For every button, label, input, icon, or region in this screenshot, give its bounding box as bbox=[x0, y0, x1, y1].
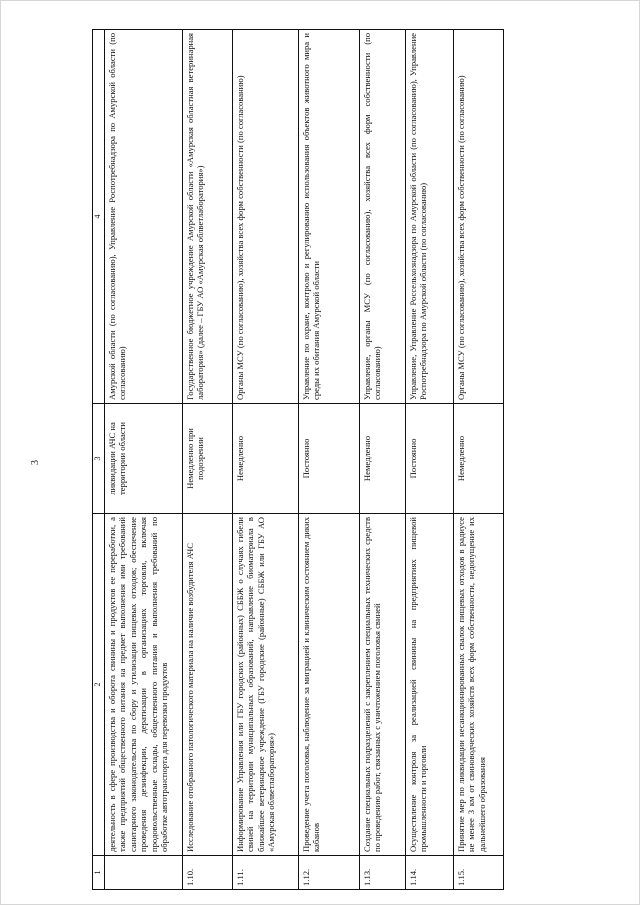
header-cell-1: 1 bbox=[93, 856, 105, 890]
row-number: 1.14. bbox=[405, 856, 453, 890]
executors-cell: Государственное бюджетное учреждение Амурской области «Амурская областная ветеринарная лаборатория» (далее – ГБУ АО «Амурская облветлаборатория») bbox=[182, 30, 232, 404]
measure-cell: Исследование отобранного патологического материала на наличие возбудителя АЧС bbox=[182, 514, 232, 856]
header-cell-3: 3 bbox=[93, 404, 105, 514]
row-number: 1.15. bbox=[453, 856, 503, 890]
executors-cell: Органы МСУ (по согласованию), хозяйства всех форм собственности (по согласованию) bbox=[453, 30, 503, 404]
row-number bbox=[104, 856, 182, 890]
measure-cell: Проведение учета поголовья, наблюдение за миграцией и клиническим состоянием диких кабанов bbox=[298, 514, 359, 856]
executors-cell: Управление, органы МСУ (по согласованию), хозяйства всех форм собственности (по согласованию) bbox=[359, 30, 405, 404]
table-row bbox=[298, 30, 359, 890]
deadline-cell: Немедленно bbox=[359, 404, 405, 514]
executors-cell: Органы МСУ (по согласованию), хозяйства всех форм собственности (по согласованию) bbox=[232, 30, 298, 404]
deadline-cell: Немедленно bbox=[453, 404, 503, 514]
row-number: 1.11. bbox=[232, 856, 298, 890]
table-row bbox=[405, 30, 453, 890]
header-cell-2: 2 bbox=[93, 514, 105, 856]
header-row bbox=[93, 30, 105, 890]
row-number: 1.12. bbox=[298, 856, 359, 890]
executors-cell: Управление по охране, контролю и регулированию использования объектов животного мира и среды их обитания Амурской области bbox=[298, 30, 359, 404]
table-row bbox=[359, 30, 405, 890]
executors-cell: Управление, Управление Россельхознадзора по Амурской области (по согласованию), Управление Роспотребнадзора по Амурской области (по согласованию) bbox=[405, 30, 453, 404]
rotated-page-content bbox=[92, 30, 567, 890]
deadline-cell: Немедленно при подозрении bbox=[182, 404, 232, 514]
deadline-cell: Постоянно bbox=[298, 404, 359, 514]
table-row bbox=[182, 30, 232, 890]
table-row bbox=[232, 30, 298, 890]
deadline-cell: Немедленно bbox=[232, 404, 298, 514]
row-number: 1.13. bbox=[359, 856, 405, 890]
measures-table bbox=[92, 29, 504, 890]
measure-cell: Принятие мер по ликвидации несанкционированных свалок пищевых отходов в радиусе не менее 3 км от свиноводческих хозяйств всех форм собственности, недопущение их дальнейшего образования bbox=[453, 514, 503, 856]
table-row bbox=[453, 30, 503, 890]
row-number: 1.10. bbox=[182, 856, 232, 890]
measure-cell: Создание специальных подразделений с закреплением специальных технических средств по проведению работ, связанных с уничтожением поголовья свиней bbox=[359, 514, 405, 856]
deadline-cell: Постоянно bbox=[405, 404, 453, 514]
measure-cell: Информирование Управления или ГБУ городских (районных) СББЖ о случаях гибели свиней на территории муниципальных образований, направление биоматериала в ближайшее ветеринарное учреждение (ГБУ городские (районные) СББЖ или ГБУ АО «Амурская облветлаборатория») bbox=[232, 514, 298, 856]
measure-cell: Осуществление контроля за реализацией свинины на предприятиях пищевой промышленности и торговли bbox=[405, 514, 453, 856]
page-number: 3 bbox=[30, 460, 41, 465]
executors-cell: Амурской области (по согласованию), Управление Роспотребнадзора по Амурской области (по согласованию) bbox=[104, 30, 182, 404]
header-cell-4: 4 bbox=[93, 30, 105, 404]
measure-cell: деятельность в сфере производства и оборота свинины и продуктов ее переработки, а также предприятий общественного питания на предмет выполнения ими требований санитарного законодательства по сбору и утилизации пищевых отходов; обеспечение проведения дезинфекции, дератизации в организациях торговли, включая продовольственные склады, общественного питания и выполнения требований по обработке автотранспорта для перевозки продуктов bbox=[104, 514, 182, 856]
deadline-cell: ликвидации АЧС на территории области bbox=[104, 404, 182, 514]
table-row bbox=[104, 30, 182, 890]
